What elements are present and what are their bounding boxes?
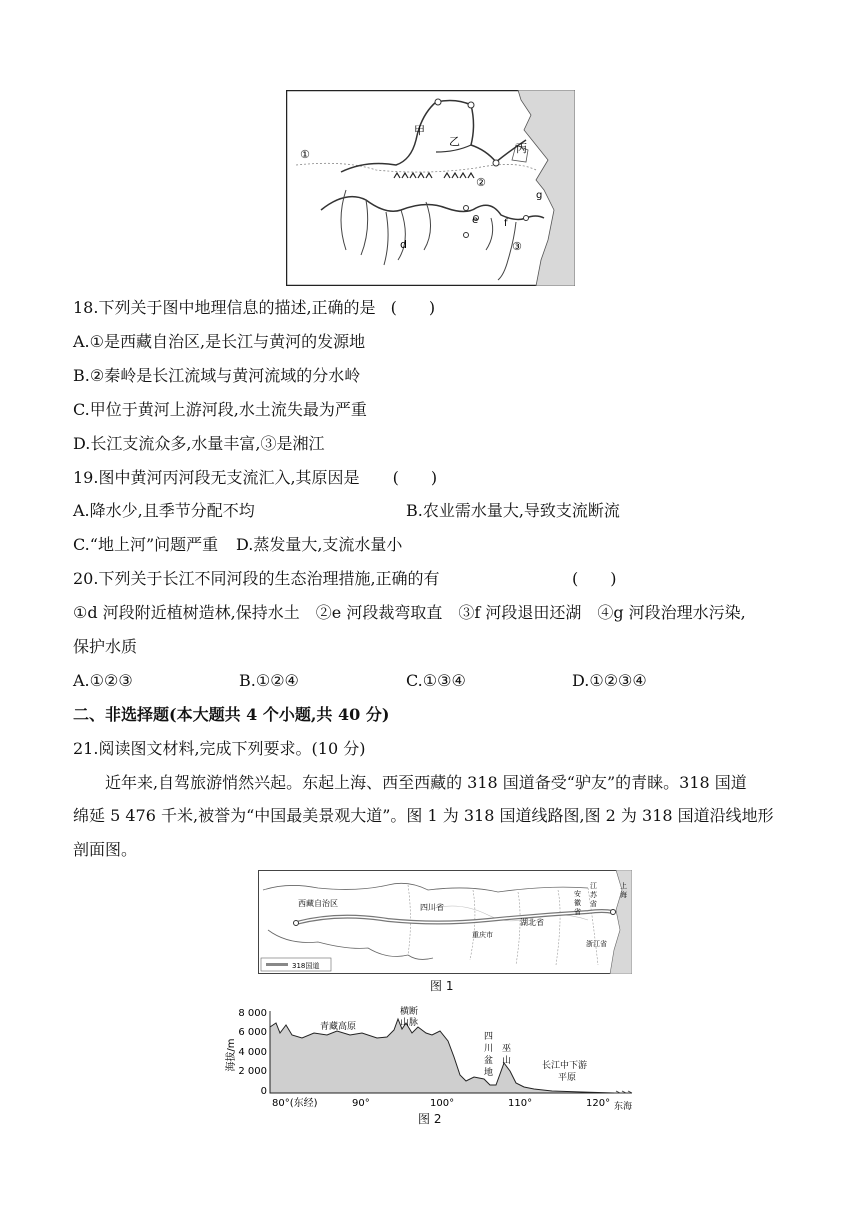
option-a: A.降水少,且季节分配不均	[73, 501, 255, 520]
option-d: D.长江支流众多,水量丰富,③是湘江	[73, 434, 325, 453]
xtick-90: 90°	[352, 1098, 370, 1109]
figure-1-caption: 图 1	[430, 979, 454, 993]
question-stem: 19.图中黄河丙河段无支流汇入,其原因是	[73, 468, 360, 487]
label-tibet: 西藏自治区	[298, 899, 338, 908]
option-a: A.①是西藏自治区,是长江与黄河的发源地	[73, 332, 366, 351]
label-chongqing: 重庆市	[472, 931, 493, 939]
question-21-para3: 剖面图。	[73, 840, 138, 859]
label-shanghai: 上海	[620, 882, 627, 899]
label-hengduan-1: 横断	[400, 1007, 419, 1017]
ytick-6000: 6 000	[238, 1027, 267, 1038]
ytick-4000: 4 000	[238, 1047, 267, 1058]
map-label-f: f	[504, 218, 508, 229]
label-basin-3: 盆	[484, 1056, 494, 1066]
section-heading: 二、非选择题(本大题共 4 个小题,共 40 分)	[73, 705, 390, 724]
question-19	[73, 468, 437, 488]
answer-bracket: ( )	[390, 298, 436, 317]
ytick-2000: 2 000	[238, 1066, 267, 1077]
y-axis-label: 海拔/m	[226, 1038, 237, 1072]
xtick-100: 100°	[430, 1098, 455, 1109]
label-plain-2: 平原	[558, 1073, 577, 1083]
option-a: A.①②③	[73, 671, 133, 690]
label-jiangsu: 江苏省	[590, 882, 597, 908]
option-d: D.蒸发量大,支流水量小	[236, 535, 403, 554]
label-basin-2: 川	[484, 1044, 494, 1054]
answer-bracket: ( )	[392, 468, 438, 487]
label-hubei: 湖北省	[520, 918, 544, 927]
map-label-yi: 乙	[449, 135, 460, 148]
legend-318: 318国道	[292, 962, 320, 970]
xtick-80: 80°(东经)	[272, 1098, 318, 1109]
question-20	[73, 569, 440, 589]
figure-2-caption: 图 2	[418, 1112, 442, 1126]
label-plain-1: 长江中下游	[542, 1061, 588, 1071]
option-d: D.①②③④	[572, 671, 647, 690]
label-wushan-2: 山	[502, 1056, 512, 1066]
option-b: B.农业需水量大,导致支流断流	[406, 501, 620, 520]
label-basin-1: 四	[484, 1032, 494, 1042]
xtick-120: 120°	[586, 1098, 611, 1109]
map-label-g: g	[536, 190, 543, 201]
map-label-d: d	[400, 238, 407, 251]
label-plateau: 青藏高原	[320, 1022, 357, 1032]
option-c: C.“地上河”问题严重	[73, 535, 219, 554]
label-wushan-1: 巫	[502, 1044, 512, 1054]
question-stem: 20.下列关于长江不同河段的生态治理措施,正确的有	[73, 569, 440, 588]
label-sea: 东海	[614, 1102, 633, 1112]
label-sichuan: 四川省	[420, 903, 444, 912]
option-b: B.②秦岭是长江流域与黄河流域的分水岭	[73, 366, 361, 385]
question-20-items-line1: ①d 河段附近植树造林,保持水土 ②e 河段裁弯取直 ③f 河段退田还湖 ④g 河段治理水污染,	[73, 603, 746, 622]
question-stem: 18.下列关于图中地理信息的描述,正确的是	[73, 298, 376, 317]
map-label-jia: 甲	[414, 124, 425, 137]
map-label-3: ③	[512, 240, 522, 253]
option-c: C.①③④	[406, 671, 466, 690]
label-anhui: 安徽省	[574, 890, 581, 916]
question-21-para1: 近年来,自驾旅游悄然兴起。东起上海、西至西藏的 318 国道备受“驴友”的青睐。318 国道	[105, 773, 747, 792]
question-20-items-line2: 保护水质	[73, 637, 138, 656]
question-18	[73, 298, 435, 318]
ytick-8000: 8 000	[238, 1008, 267, 1019]
terrain-profile	[222, 1005, 642, 1117]
question-21-para2: 绵延 5 476 千米,被誉为“中国最美景观大道”。图 1 为 318 国道线路图,图 2 为 318 国道沿线地形	[73, 806, 774, 825]
label-zhejiang: 浙江省	[586, 940, 607, 948]
question-21-stem: 21.阅读图文材料,完成下列要求。(10 分)	[73, 739, 366, 758]
label-basin-4: 地	[484, 1068, 494, 1078]
route-map	[258, 870, 632, 974]
river-map	[286, 90, 575, 286]
map-label-2: ②	[476, 176, 486, 189]
option-b: B.①②④	[239, 671, 299, 690]
answer-bracket: ( )	[572, 569, 617, 588]
ytick-0: 0	[260, 1086, 267, 1097]
map-label-1: ①	[300, 148, 310, 161]
xtick-110: 110°	[508, 1098, 533, 1109]
option-c: C.甲位于黄河上游河段,水土流失最为严重	[73, 400, 367, 419]
label-hengduan-2: 山脉	[400, 1018, 419, 1028]
map-label-bing: 丙	[516, 142, 527, 155]
map-label-e: e	[472, 215, 479, 226]
